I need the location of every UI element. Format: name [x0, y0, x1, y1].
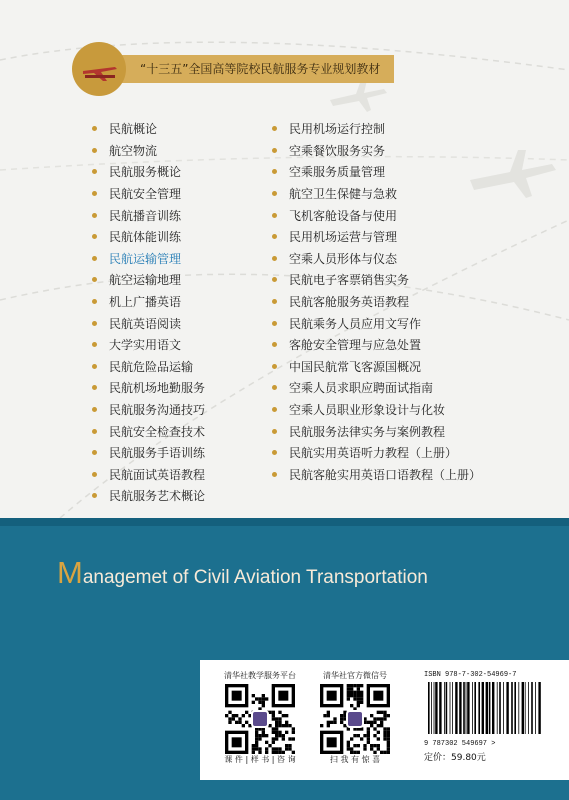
bullet-dot-icon	[92, 299, 97, 304]
bullet-dot-icon	[92, 364, 97, 369]
qr-code-icon[interactable]	[225, 684, 295, 754]
bullet-dot-icon	[272, 169, 277, 174]
title-list-item	[272, 377, 481, 399]
title-list-item	[272, 399, 481, 421]
book-title: 航空物流	[109, 143, 158, 158]
isbn-barcode-block	[424, 670, 550, 770]
title-list-item	[92, 161, 205, 183]
title-list-left	[92, 118, 205, 507]
book-title: 空乘人员形体与仪态	[289, 251, 398, 266]
bullet-dot-icon	[272, 450, 277, 455]
book-title: 民航服务概论	[109, 165, 182, 180]
bullet-dot-icon	[272, 256, 277, 261]
title-list-item	[92, 140, 205, 162]
title-list-item	[92, 291, 205, 313]
isbn-label: ISBN 978-7-302-54969-7	[424, 671, 517, 679]
title-list-item	[92, 226, 205, 248]
title-list-item	[92, 420, 205, 442]
bullet-dot-icon	[272, 364, 277, 369]
title-list-item	[272, 248, 481, 270]
book-title: 民航服务法律实务与案例教程	[289, 424, 446, 439]
qr-caption-top: 清华社官方微信号	[323, 671, 387, 680]
bullet-dot-icon	[92, 148, 97, 153]
book-title: 民航危险品运输	[109, 359, 194, 374]
series-banner	[72, 42, 394, 96]
bullet-dot-icon	[92, 191, 97, 196]
bullet-dot-icon	[92, 493, 97, 498]
bullet-dot-icon	[272, 234, 277, 239]
qr-official-wechat	[312, 670, 398, 766]
book-title: 中国民航常飞客源国概况	[289, 359, 422, 374]
title-list-item	[92, 442, 205, 464]
title-list-item	[92, 183, 205, 205]
book-title: 民航客舱实用英语口语教程（上册）	[289, 467, 482, 482]
title-list-item	[272, 226, 481, 248]
qr-caption-top: 清华社教学服务平台	[224, 671, 296, 680]
title-list-item	[92, 464, 205, 486]
bullet-dot-icon	[272, 342, 277, 347]
title-list-item	[92, 399, 205, 421]
title-list-item	[272, 161, 481, 183]
book-title: 民航体能训练	[109, 230, 182, 245]
title-list-item	[272, 183, 481, 205]
title-list-item	[92, 356, 205, 378]
title-list-item	[272, 464, 481, 486]
bullet-dot-icon	[92, 342, 97, 347]
title-list-item	[92, 334, 205, 356]
bullet-dot-icon	[92, 321, 97, 326]
title-list-item	[272, 204, 481, 226]
bullet-dot-icon	[272, 385, 277, 390]
book-title: 民用机场运行控制	[289, 122, 386, 137]
barcode-icon	[424, 680, 544, 736]
book-title: 空乘人员职业形象设计与化妆	[289, 403, 446, 418]
bullet-dot-icon	[272, 407, 277, 412]
book-title: 民航面试英语教程	[109, 467, 206, 482]
book-title: 民航实用英语听力教程（上册）	[289, 446, 458, 461]
bullet-dot-icon	[272, 429, 277, 434]
bullet-dot-icon	[92, 277, 97, 282]
bullet-dot-icon	[92, 429, 97, 434]
bullet-dot-icon	[272, 191, 277, 196]
book-title: 大学实用语文	[109, 338, 182, 353]
bullet-dot-icon	[272, 299, 277, 304]
title-list-item	[272, 140, 481, 162]
qr-caption-bottom: 课 件 | 样 书 | 咨 询	[224, 755, 296, 764]
book-title: 民航服务手语训练	[109, 446, 206, 461]
bullet-dot-icon	[272, 126, 277, 131]
book-title: 客舱安全管理与应急处置	[289, 338, 422, 353]
airplane-emblem-icon	[72, 42, 126, 96]
book-title: 民航乘务人员应用文写作	[289, 316, 422, 331]
book-title: 航空卫生保健与急救	[289, 187, 398, 202]
title-list-item	[272, 334, 481, 356]
title-list-item	[92, 118, 205, 140]
bullet-dot-icon	[272, 148, 277, 153]
bullet-dot-icon	[92, 256, 97, 261]
bullet-dot-icon	[272, 213, 277, 218]
bullet-dot-icon	[92, 234, 97, 239]
book-title: 民航播音训练	[109, 208, 182, 223]
title-list-item	[272, 442, 481, 464]
book-title: 民航机场地勤服务	[109, 381, 206, 396]
qr-teaching-platform	[217, 670, 303, 766]
bullet-dot-icon	[272, 277, 277, 282]
book-title: 民航安全管理	[109, 187, 182, 202]
book-title: 民航英语阅读	[109, 316, 182, 331]
book-title: 飞机客舱设备与使用	[289, 208, 398, 223]
title-list-item	[92, 204, 205, 226]
bullet-dot-icon	[272, 321, 277, 326]
price-label: 定价：59.80元	[424, 753, 486, 763]
book-title: 航空运输地理	[109, 273, 182, 288]
title-list-item	[272, 420, 481, 442]
bullet-dot-icon	[92, 126, 97, 131]
english-title-initial: M	[57, 555, 83, 590]
book-title: 空乘服务质量管理	[289, 165, 386, 180]
book-title: 民航安全检查技术	[109, 424, 206, 439]
title-list-item	[92, 312, 205, 334]
bullet-dot-icon	[92, 407, 97, 412]
section-divider	[0, 518, 569, 526]
title-list-item	[272, 356, 481, 378]
isbn-digits: 9 787302 549697 >	[424, 740, 496, 748]
bullet-dot-icon	[92, 385, 97, 390]
title-list-item	[272, 269, 481, 291]
book-title: 空乘餐饮服务实务	[289, 143, 386, 158]
series-title: “十三五”全国高等院校民航服务专业规划教材	[118, 55, 394, 83]
book-title: 民航服务沟通技巧	[109, 403, 206, 418]
book-title: 民航运输管理	[109, 251, 182, 266]
bullet-dot-icon	[92, 450, 97, 455]
book-title: 民航电子客票销售实务	[289, 273, 410, 288]
qr-caption-bottom: 扫 我 有 惊 喜	[329, 755, 381, 764]
book-title: 民航概论	[109, 122, 158, 137]
english-title	[57, 555, 428, 591]
title-list-item	[92, 485, 205, 507]
book-title: 民航客舱服务英语教程	[289, 295, 410, 310]
book-title: 民用机场运营与管理	[289, 230, 398, 245]
book-title: 民航服务艺术概论	[109, 489, 206, 504]
title-list-item	[92, 377, 205, 399]
bullet-dot-icon	[92, 213, 97, 218]
bullet-dot-icon	[92, 472, 97, 477]
book-title: 机上广播英语	[109, 295, 182, 310]
bullet-dot-icon	[272, 472, 277, 477]
book-title: 空乘人员求职应聘面试指南	[289, 381, 434, 396]
qr-code-icon[interactable]	[320, 684, 390, 754]
title-list-item	[272, 118, 481, 140]
bullet-dot-icon	[92, 169, 97, 174]
title-list-item	[92, 248, 205, 270]
english-title-rest: anagemet of Civil Aviation Transportation	[82, 567, 428, 588]
title-list-item	[92, 269, 205, 291]
title-list-item	[272, 291, 481, 313]
title-list-item	[272, 312, 481, 334]
title-list-right	[272, 118, 481, 485]
